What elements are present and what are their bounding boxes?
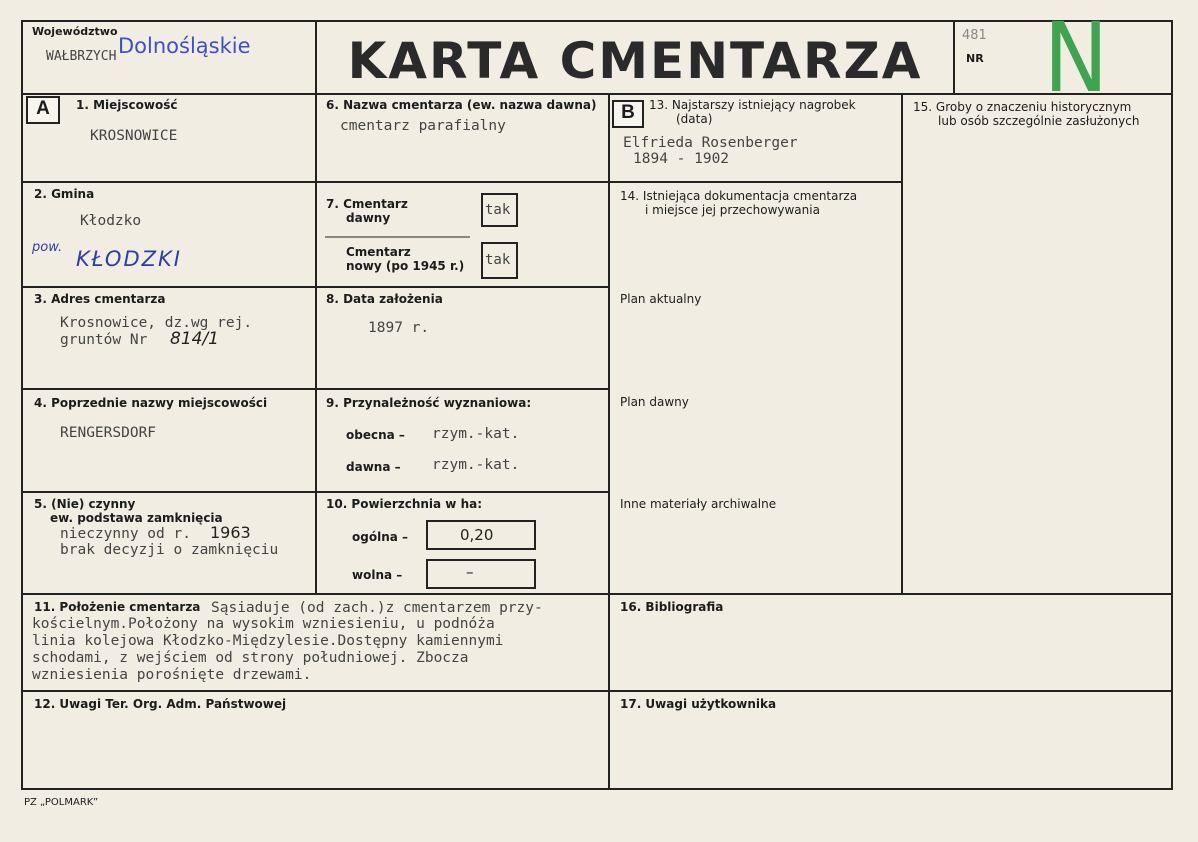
field-2-value: Kłodzko <box>80 213 142 229</box>
field-11-label: 11. Położenie cmentarza <box>34 600 201 614</box>
field-10-total-box <box>426 520 536 550</box>
plan-current-label: Plan aktualny <box>620 292 702 306</box>
field-10-free-label: wolna – <box>352 568 403 582</box>
field-8-label: 8. Data założenia <box>326 292 443 306</box>
field-11-line-2: kościelnym.Położony na wysokim wzniesieniu, u podnóża <box>32 616 495 632</box>
field-3-line1: Krosnowice, dz.wg rej. <box>60 315 253 331</box>
field-7-old-label2: dawny <box>346 211 391 225</box>
field-6-value: cmentarz parafialny <box>340 118 506 134</box>
field-5-line1: nieczynny od r. <box>60 526 191 542</box>
section-a-letter: A <box>26 96 60 124</box>
field-8-value: 1897 r. <box>368 320 430 336</box>
field-10-free-box <box>426 559 536 589</box>
field-14-label1: 14. Istniejąca dokumentacja cmentarza <box>620 189 858 203</box>
field-7-new-value: tak <box>485 252 511 268</box>
printer-mark: PZ „POLMARK” <box>24 797 99 808</box>
voivodeship-typed: WAŁBRZYCH <box>46 49 117 64</box>
county-value: KŁODZKI <box>76 247 182 271</box>
field-12-label: 12. Uwagi Ter. Org. Adm. Państwowej <box>34 697 287 711</box>
field-10-label: 10. Powierzchnia w ha: <box>326 497 483 511</box>
field-7-old-box <box>481 193 518 227</box>
field-17-label: 17. Uwagi użytkownika <box>620 697 777 711</box>
section-b-letter: B <box>612 100 644 128</box>
county-label: pow. <box>32 240 63 255</box>
card-title: KARTA CMENTARZA <box>347 32 923 90</box>
field-11-line-3: linia kolejowa Kłodzko-Międzylesie.Dostępny kamiennymi <box>32 633 504 649</box>
field-5-year: 1963 <box>210 523 251 542</box>
field-14-label2: i miejsce jej przechowywania <box>645 203 820 217</box>
voivodeship-stamp: Dolnośląskie <box>118 34 251 58</box>
field-9-label: 9. Przynależność wyznaniowa: <box>326 396 532 410</box>
nr-pencil: 481 <box>962 28 987 43</box>
field-2-label: 2. Gmina <box>34 187 95 201</box>
field-5-label1: 5. (Nie) czynny <box>34 497 136 511</box>
field-7-old-value: tak <box>485 202 511 218</box>
field-6-label: 6. Nazwa cmentarza (ew. nazwa dawna) <box>326 98 597 112</box>
field-5-line2: brak decyzji o zamknięciu <box>60 542 279 558</box>
field-13-dates: 1894 - 1902 <box>633 151 730 167</box>
field-13-label2: (data) <box>676 112 713 126</box>
voivodeship-label: Województwo <box>32 25 118 38</box>
field-9-former-value: rzym.-kat. <box>432 457 520 473</box>
field-9-current-value: rzym.-kat. <box>432 426 520 442</box>
field-1-label: 1. Miejscowość <box>76 98 178 112</box>
field-3-parcel: 814/1 <box>170 329 219 349</box>
field-5-label2: ew. podstawa zamknięcia <box>50 511 223 525</box>
field-13-label1: 13. Najstarszy istniejący nagrobek <box>649 98 856 112</box>
field-4-value: RENGERSDORF <box>60 425 157 441</box>
field-10-free-value: – <box>466 563 474 581</box>
plan-old-label: Plan dawny <box>620 395 689 409</box>
field-7-new-box <box>481 242 518 279</box>
field-7-new-label2: nowy (po 1945 r.) <box>346 259 465 273</box>
field-10-total-label: ogólna – <box>352 530 409 544</box>
field-11-line-5: wzniesienia porośnięte drzewami. <box>32 667 312 683</box>
field-9-former-label: dawna – <box>346 460 401 474</box>
field-4-label: 4. Poprzednie nazwy miejscowości <box>34 396 268 410</box>
field-15-label2: lub osób szczególnie zasłużonych <box>938 114 1140 128</box>
field-7-new-label1: Cmentarz <box>346 245 411 259</box>
field-7-old-label1: 7. Cmentarz <box>326 197 408 211</box>
field-9-current-label: obecna – <box>346 428 405 442</box>
field-11-line-4: schodami, z wejściem od strony południowej. Zbocza <box>32 650 469 666</box>
field-15-label1: 15. Groby o znaczeniu historycznym <box>913 100 1132 114</box>
field-1-value: KROSNOWICE <box>90 128 178 144</box>
nr-mark: N <box>1043 2 1109 114</box>
field-11-line-1: Sąsiaduje (od zach.)z cmentarzem przy- <box>211 600 543 616</box>
field-13-name: Elfrieda Rosenberger <box>623 135 798 151</box>
field-3-line2: gruntów Nr <box>60 332 148 348</box>
field-3-label: 3. Adres cmentarza <box>34 292 166 306</box>
archive-materials-label: Inne materiały archiwalne <box>620 497 777 511</box>
field-10-total-value: 0,20 <box>460 526 494 544</box>
field-16-label: 16. Bibliografia <box>620 600 724 614</box>
nr-label: NR <box>966 52 984 65</box>
